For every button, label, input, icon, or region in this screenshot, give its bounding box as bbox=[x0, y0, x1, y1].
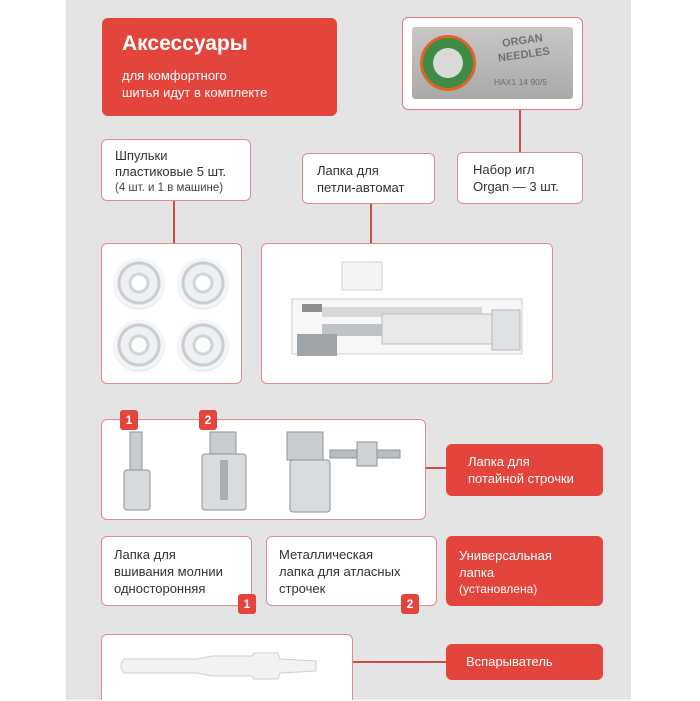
needles-label-box bbox=[457, 152, 583, 204]
foot-number-badge: 2 bbox=[401, 594, 419, 614]
buttonhole-label-box bbox=[302, 153, 435, 204]
blind-stitch-label-line1: Лапка для bbox=[468, 454, 530, 469]
bobbin-image bbox=[178, 320, 228, 370]
connector-line bbox=[426, 467, 446, 469]
connector-line bbox=[370, 204, 372, 244]
bobbins-label-line3: (4 шт. и 1 в машине) bbox=[115, 182, 224, 194]
connector-line bbox=[353, 661, 446, 663]
needles-image-box bbox=[402, 17, 583, 110]
connector-line bbox=[519, 110, 521, 152]
seam-ripper-image bbox=[102, 635, 354, 701]
buttonhole-label-line2: петли-автомат bbox=[317, 180, 405, 195]
zipper-label-line2: вшивания молнии bbox=[114, 564, 223, 579]
foot-number-badge: 2 bbox=[199, 410, 217, 430]
satin-label-line3: строчек bbox=[279, 581, 326, 596]
blind-stitch-label-line2: потайной строчки bbox=[468, 471, 574, 486]
satin-label-line1: Металлическая bbox=[279, 547, 373, 562]
bobbin-image bbox=[178, 258, 228, 308]
needles-seal-icon bbox=[420, 35, 476, 91]
needles-brand-line1: ORGAN bbox=[501, 32, 544, 50]
needles-code: HAX1 14 90/5 bbox=[494, 77, 547, 87]
zipper-label-box bbox=[101, 536, 252, 606]
bobbins-label-line1: Шпульки bbox=[115, 148, 168, 163]
universal-foot-label-box bbox=[446, 536, 603, 606]
universal-label-line3: (установлена) bbox=[459, 582, 538, 596]
universal-label-line2: лапка bbox=[459, 565, 495, 580]
bobbins-label-line2: пластиковые 5 шт. bbox=[115, 164, 227, 179]
bobbin-image bbox=[114, 320, 164, 370]
seam-ripper-image-box bbox=[101, 634, 353, 700]
seam-ripper-label-box bbox=[446, 644, 603, 680]
bobbin-image bbox=[114, 258, 164, 308]
foot-number-badge: 1 bbox=[120, 410, 138, 430]
buttonhole-foot-image bbox=[262, 244, 554, 385]
connector-line bbox=[173, 201, 175, 243]
bobbins-image-box bbox=[101, 243, 242, 384]
needles-label-line1: Набор игл bbox=[473, 162, 535, 177]
foot-number-badge: 1 bbox=[238, 594, 256, 614]
header-box bbox=[102, 18, 337, 116]
page-subtitle-line2: шитья идут в комплекте bbox=[122, 85, 268, 100]
presser-feet-image bbox=[102, 420, 427, 521]
universal-label-line1: Универсальная bbox=[459, 548, 552, 563]
page-subtitle-line1: для комфортного bbox=[122, 68, 227, 83]
needles-label-line2: Organ — 3 шт. bbox=[473, 179, 559, 194]
zipper-label-line3: односторонняя bbox=[114, 581, 206, 596]
buttonhole-label-line1: Лапка для bbox=[317, 163, 379, 178]
needles-pack bbox=[412, 27, 573, 99]
needles-brand-line2: NEEDLES bbox=[497, 45, 551, 65]
zipper-label-line1: Лапка для bbox=[114, 547, 176, 562]
seam-ripper-label: Вспарыватель bbox=[466, 654, 553, 669]
page-title: Аксессуары bbox=[122, 32, 248, 55]
satin-label-line2: лапка для атласных bbox=[279, 564, 401, 579]
bobbins-label-box bbox=[101, 139, 251, 201]
blind-stitch-label-box bbox=[446, 444, 603, 496]
feet-image-box bbox=[101, 419, 426, 520]
buttonhole-foot-image-box bbox=[261, 243, 553, 384]
